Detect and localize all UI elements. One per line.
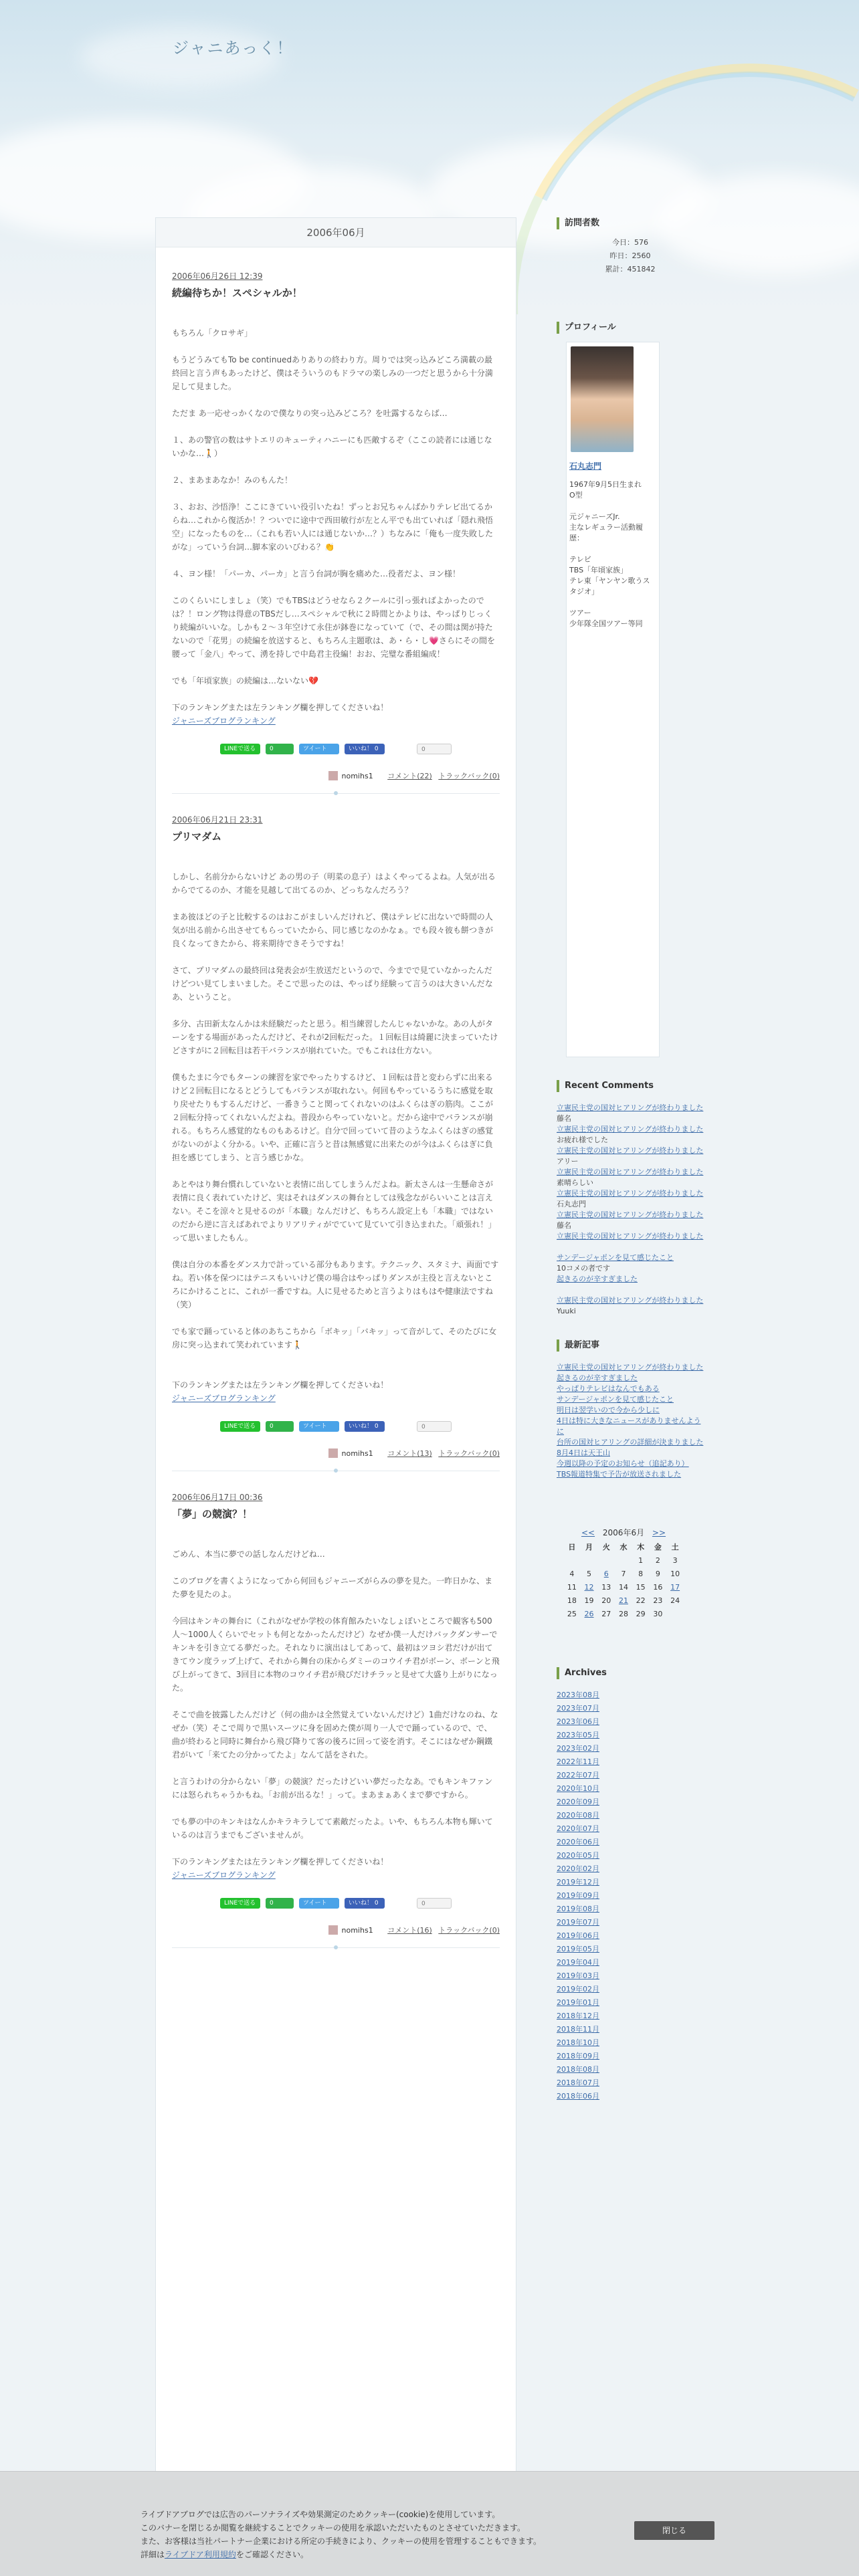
- profile-line: テレ東「ヤンヤン歌うス: [569, 576, 650, 585]
- profile-line: テレビ: [569, 555, 591, 564]
- archives-heading: Archives: [557, 1667, 704, 1679]
- archive-month-link[interactable]: 2019年05月: [557, 1945, 599, 1953]
- facebook-like-button[interactable]: いいね！ 0: [345, 1421, 385, 1432]
- entry-paragraph: まあ彼ほどの子と比較するのはおこがましいんだけれど、僕はテレビに出ないで時間の人気が出る前から出させてもらっていたから、同じ感じなのかなぁ。でも段々彼も餅つきが良くなってきたから、将来期待できそうですね！: [172, 912, 494, 948]
- calendar-prev-link[interactable]: <<: [581, 1528, 595, 1537]
- entry-paragraph: 僕もたまに今でもターンの練習を家でやったりするけど、１回転は昔と変わらずに出来るけど２回転目になるとどうしてもバランスが取れない。何回もやっているうちに感覚を取り戻せたりもするんだけど、一番きうこと関ってくれないのはふくらはぎの筋肉。ここが２回転分持ってくれないんだよね。普段からやっていないと。だから途中でバランスが崩れる。もちろん感覚的なものもあるけど。自分で回っていて昔のようなふくらはぎの感覚がないのがよく分かる。いや、正確に言うと昔は無感覚に出来たのが今はふくらはぎに負担を感じてしまう、と言う感じかな。: [172, 1073, 494, 1162]
- recent-posts-heading: 最新記事: [557, 1339, 704, 1352]
- archive-month-link[interactable]: 2018年06月: [557, 2092, 599, 2101]
- visit-counter: [557, 236, 704, 276]
- blog-entry: [156, 1491, 516, 1935]
- calendar-day: 1: [638, 1555, 644, 1565]
- calendar-day: 13: [601, 1582, 611, 1592]
- cookie-detail-suffix: をご確認ください。: [235, 2550, 308, 2559]
- archive-month-link[interactable]: 2019年08月: [557, 1905, 599, 1913]
- recent-comment-link[interactable]: サンデージャポンを見て感じたこと: [557, 1253, 674, 1262]
- profile-heading: プロフィール: [557, 322, 704, 334]
- visits-total: 累計：451842: [605, 265, 656, 274]
- entry-divider: [172, 793, 500, 794]
- cookie-detail-prefix: 詳細は: [140, 2550, 165, 2559]
- archive-month-link[interactable]: 2023年07月: [557, 1704, 599, 1713]
- recent-comment-author: Yuuki: [557, 1307, 576, 1315]
- archive-month-link[interactable]: 2023年02月: [557, 1744, 599, 1753]
- entry-paragraph: このブログを書くようになってから何回もジャニーズがらみの夢を見た。一昨日かな、また夢を見たのよ。: [172, 1576, 493, 1599]
- archive-month-link[interactable]: 2020年10月: [557, 1784, 599, 1793]
- entry-title: プリマダム: [172, 831, 222, 843]
- hatena-bookmark-button[interactable]: 0: [417, 1421, 452, 1432]
- profile-line: タジオ」: [569, 587, 599, 596]
- ranking-link[interactable]: ジャニーズブログランキング: [172, 1394, 276, 1403]
- share-buttons: [172, 1421, 500, 1433]
- calendar-weekday: 月: [585, 1543, 593, 1551]
- entry-paragraph: もうどうみてもTo be continuedありありの終わり方。周りでは突っ込みどころ満載の最終回と言う声もあったけど、僕はそういうのもドラマの楽しみの一つだと思うから十分満足して見ました。: [172, 355, 493, 391]
- recent-post-link[interactable]: 明日は翌学いので今から少しに: [557, 1406, 660, 1414]
- calendar-day: 11: [567, 1582, 577, 1592]
- profile-card: [566, 342, 660, 1057]
- calendar-weekday: 金: [654, 1543, 662, 1551]
- recent-post-link[interactable]: 8月4日は天王山: [557, 1448, 610, 1457]
- recent-post-link[interactable]: TBS報道特集で予告が放送されました: [557, 1470, 682, 1479]
- entry-paragraph: 僕は自分の本番をダンス力で計っている部分もあります。テクニック、スタミナ、両面ですね。若い体を保つにはテニスもいいけど僕の場合はやっぱりダンスが主役と言えないところにかけることに、これが一番ですね。人に見せるためと言うよりはもはや健康法ですね（笑）: [172, 1260, 499, 1309]
- user-avatar-icon: [328, 771, 338, 780]
- trackbacks-link[interactable]: トラックバック(0): [438, 1449, 500, 1458]
- entry-paragraph: ４、ヨン様！「パーカ、パーカ」と言う台詞が胸を痛めた…役者だよ、ヨン様！: [172, 569, 461, 578]
- cookie-line: また、お客様は当社パートナー企業における所定の手続きにより、クッキーの使用を管理することもできます。: [140, 2537, 542, 2546]
- recent-comment-link[interactable]: 起きるのが辛すぎました: [557, 1275, 638, 1283]
- archive-month-link[interactable]: 2022年11月: [557, 1757, 599, 1766]
- entry-paragraph: 下のランキングまたは左ランキング欄を押してくださいね！: [172, 1380, 389, 1390]
- recent-comment-author: お疲れ様でした: [557, 1136, 608, 1144]
- recent-comment-link[interactable]: 立憲民主党の国対ヒアリングが終わりました: [557, 1296, 704, 1305]
- recent-comment-link[interactable]: 立憲民主党の国対ヒアリングが終わりました: [557, 1146, 704, 1155]
- archive-month-link[interactable]: 2023年08月: [557, 1691, 599, 1699]
- cookie-text: [140, 2508, 541, 2561]
- entry-paragraph: でも夢の中のキンキはなんかキラキラしてて素敵だったよ。いや、もちろん本物も輝いているのは言うまでもございませんが。: [172, 1817, 493, 1840]
- recent-post-link[interactable]: 立憲民主党の国対ヒアリングが終わりました: [557, 1363, 704, 1372]
- comments-link[interactable]: コメント(16): [387, 1926, 432, 1935]
- calendar-day: 25: [567, 1609, 577, 1618]
- calendar-day: 23: [653, 1596, 663, 1605]
- blog-entry: [156, 814, 516, 1459]
- tweet-button[interactable]: ツイート: [299, 744, 339, 754]
- calendar-week: [563, 1580, 684, 1594]
- site-title[interactable]: ジャニあっく！: [173, 39, 294, 58]
- trackbacks-link[interactable]: トラックバック(0): [438, 1926, 500, 1935]
- calendar-day: 15: [636, 1582, 646, 1592]
- entry-meta: [172, 1925, 500, 1935]
- calendar-grid: [563, 1540, 684, 1620]
- entry-paragraph: このくらいにしましょ（笑）でもTBSはどうせなら２クールに引っ張ればよかったのでは？！ロング物は得意のTBSだし…スペシャルで秋に２時間とかよりは、やっぱりじっくり続編がいいな。しかも２～３年空けて永住が鉢巻になっていて（で、その間は関が持たないので「花男」の続編を放送すると、もちろん主題歌は、あ・ら・し💗さらにその間を腰って「金八」やって、湧を持しで中島君主役編！おお、完璧な番組編成！: [172, 596, 495, 659]
- entry-paragraph: ただま あ一応せっかくなので僕なりの突っ込みどころ？を吐露するならば…: [172, 409, 448, 418]
- calendar-week: [563, 1567, 684, 1580]
- visits-today: 今日：576: [612, 238, 648, 247]
- calendar-day: 27: [601, 1609, 611, 1618]
- archive-month-link[interactable]: 2020年07月: [557, 1824, 599, 1833]
- calendar-day: 28: [618, 1609, 628, 1618]
- entry-body: [172, 870, 500, 1405]
- cookie-consent-bar: [0, 2471, 859, 2576]
- calendar-day-link[interactable]: 21: [618, 1596, 628, 1605]
- main-content: [155, 217, 516, 2494]
- recent-comment-link[interactable]: 立憲民主党の国対ヒアリングが終わりました: [557, 1232, 704, 1241]
- recent-posts-list: [557, 1362, 704, 1480]
- entry-author: nomihs1: [341, 1449, 373, 1458]
- archive-month-link[interactable]: 2019年12月: [557, 1878, 599, 1887]
- share-buttons: [172, 1898, 500, 1910]
- entry-paragraph: でも家で踊っていると体のあちこちから「ボキッ」「バキッ」って音がして、そのたびに女房に突っ込まれて笑われています🚶: [172, 1327, 497, 1350]
- entry-paragraph: でも「年頃家族」の続編は…ないない💔: [172, 676, 318, 685]
- archive-month-link[interactable]: 2020年09月: [557, 1798, 599, 1806]
- hatena-bookmark-button[interactable]: 0: [417, 1898, 452, 1909]
- line-share-button[interactable]: LINEで送る: [220, 744, 260, 754]
- line-share-button[interactable]: LINEで送る: [220, 1421, 260, 1432]
- calendar-day: 5: [587, 1569, 592, 1578]
- calendar-day: 2: [655, 1555, 660, 1565]
- calendar-day: [615, 1553, 632, 1567]
- recent-comments-list: [557, 1103, 704, 1317]
- recent-comment-link[interactable]: 立憲民主党の国対ヒアリングが終わりました: [557, 1168, 704, 1176]
- entry-paragraph: 今回はキンキの舞台に（これがなぜか学校の体育館みたいなしょぼいところで観客も500人～1000人くらいでセットも何となかったんだけど）なぜか僕一人だけバックダンサーでキンキを引き立てる夢だった。それなりに演出はしてあって、最初はツヨシ君だけが出てきてウン度ラップ上げて、それから舞台の床からダミーのコウイチ君がボーン、ボーンと飛び上がってきて、3回目に本物のコウイチ君が飛びだけチラッと見せて大盛り上がりになった。: [172, 1616, 500, 1693]
- archives-list: [557, 1689, 704, 2103]
- ranking-link[interactable]: ジャニーズブログランキング: [172, 716, 276, 726]
- profile-photo[interactable]: [571, 346, 634, 452]
- entry-paragraph: と言うわけの分からない「夢」の競演？だったけどいい夢だったなあ。でもキンキファンには怒られちゃうかもね。「お前が出るな！」って。まあまぁあくまで夢ですから。: [172, 1777, 493, 1800]
- month-heading: 2006年06月: [156, 218, 516, 247]
- entry-body: [172, 1547, 500, 1882]
- entry-meta: [172, 1448, 500, 1459]
- facebook-like-button[interactable]: いいね！ 0: [345, 744, 385, 754]
- profile-line: 主なレギュラー活動履: [569, 523, 643, 532]
- entry-paragraph: ３、おお、沙悟浄！ここにきていい役引いたね！ずっとお兄ちゃんばかりテレビ出てるからね…これから復活か！？ついでに途中で西田敏行が左とん平でも出ていれば「隠れ飛悟空」になったものを…（これも若い人には通じないか…？）ちなみに「俺も一度失敗したがな」っていう台詞…脚本家のいびわる？👏: [172, 502, 494, 552]
- chat-share-button[interactable]: 0: [266, 1421, 294, 1432]
- archive-month-link[interactable]: 2019年01月: [557, 1998, 599, 2007]
- calendar-day: 30: [653, 1609, 663, 1618]
- entry-paragraph: しかし、名前分からないけど あの男の子（明菜の息子）はよくやってるよね。人気が出るからでてるのか、才能を見越して出てるのか、どっちなんだろう？: [172, 872, 496, 895]
- archive-month-link[interactable]: 2020年02月: [557, 1864, 599, 1873]
- calendar-weekday: 土: [671, 1543, 679, 1551]
- tweet-button[interactable]: ツイート: [299, 1898, 339, 1909]
- cookie-detail-line: [140, 2548, 541, 2561]
- entry-paragraph: 下のランキングまたは左ランキング欄を押してくださいね！: [172, 703, 389, 712]
- recent-comment-author: 石丸志門: [557, 1200, 586, 1208]
- archive-month-link[interactable]: 2022年07月: [557, 1771, 599, 1780]
- archive-month-link[interactable]: 2023年05月: [557, 1731, 599, 1739]
- chat-share-button[interactable]: 0: [266, 1898, 294, 1909]
- recent-comment-link[interactable]: 立憲民主党の国対ヒアリングが終わりました: [557, 1189, 704, 1198]
- calendar-week: [563, 1607, 684, 1620]
- blog-entry: [156, 270, 516, 781]
- tweet-button[interactable]: ツイート: [299, 1421, 339, 1432]
- entry-paragraph: ２、まあまあなか！みのもんた！: [172, 475, 293, 485]
- ranking-link[interactable]: ジャニーズブログランキング: [172, 1870, 276, 1880]
- calendar-day: 18: [567, 1596, 577, 1605]
- profile-line: O型: [569, 491, 583, 500]
- recent-comment-link[interactable]: 立憲民主党の国対ヒアリングが終わりました: [557, 1125, 704, 1134]
- cookie-close-button[interactable]: 閉じる: [634, 2521, 714, 2540]
- calendar: [557, 1527, 690, 1620]
- share-buttons: [172, 744, 500, 756]
- recent-comments-heading: Recent Comments: [557, 1080, 704, 1092]
- entry-paragraph: 多分、古田新太なんかは未経験だったと思う。相当練習したんじゃないかな。あの人がターンをする場面があったんだけど、それが2回転だった。１回転目は綺麗に決まっていたけどさすがに２回転目は若干バランスが崩れていた。でもこれは仕方ない。: [172, 1019, 498, 1055]
- archive-month-link[interactable]: 2018年07月: [557, 2078, 599, 2087]
- archive-month-link[interactable]: 2019年03月: [557, 1971, 599, 1980]
- entry-meta: [172, 770, 500, 781]
- calendar-day: [666, 1607, 684, 1620]
- calendar-day: 4: [569, 1569, 575, 1578]
- calendar-day: 29: [636, 1609, 646, 1618]
- sidebar: [557, 217, 704, 2103]
- entry-paragraph: さて、プリマダムの最終回は発表会が生放送だというので、今までで見ていなかったんだけどつい見てしまいました。そこで思ったのは、やっぱり経験って言うのは大きいんだなあ、ということ。: [172, 966, 493, 1002]
- entry-paragraph: もちろん「クロサギ」: [172, 328, 253, 338]
- archive-month-link[interactable]: 2018年10月: [557, 2038, 599, 2047]
- profile-text: [569, 479, 656, 629]
- archive-month-link[interactable]: 2023年06月: [557, 1717, 599, 1726]
- archive-month-link[interactable]: 2018年09月: [557, 2052, 599, 2060]
- calendar-day: 24: [670, 1596, 680, 1605]
- visits-heading: 訪問者数: [557, 217, 704, 229]
- calendar-day: 3: [672, 1555, 678, 1565]
- calendar-day-link[interactable]: 6: [603, 1569, 609, 1578]
- archive-month-link[interactable]: 2020年08月: [557, 1811, 599, 1820]
- calendar-weekday: 水: [619, 1543, 628, 1551]
- calendar-day: 19: [584, 1596, 594, 1605]
- recent-comment-author: 藤名: [557, 1221, 571, 1230]
- calendar-day: 7: [621, 1569, 626, 1578]
- archive-month-link[interactable]: 2019年02月: [557, 1985, 599, 1994]
- user-avatar-icon: [328, 1448, 338, 1458]
- archive-month-link[interactable]: 2018年11月: [557, 2025, 599, 2034]
- calendar-day: 22: [636, 1596, 646, 1605]
- archive-month-link[interactable]: 2018年08月: [557, 2065, 599, 2074]
- recent-post-link[interactable]: やっぱりテレビはなんでもある: [557, 1384, 660, 1393]
- calendar-week: [563, 1594, 684, 1607]
- profile-line: 1967年9月5日生まれ: [569, 480, 642, 489]
- entry-author: nomihs1: [341, 772, 373, 780]
- archive-month-link[interactable]: 2019年04月: [557, 1958, 599, 1967]
- profile-line: 少年隊全国ツアー等同: [569, 619, 643, 628]
- recent-comment-link[interactable]: 立憲民主党の国対ヒアリングが終わりました: [557, 1210, 704, 1219]
- calendar-title: 2006年6月: [602, 1528, 645, 1537]
- cookie-line: このバナーを閉じるか閲覧を継続することでクッキーの使用を承認いただいたものとさせていただきます。: [140, 2523, 526, 2533]
- entry-paragraph: 下のランキングまたは左ランキング欄を押してくださいね！: [172, 1857, 389, 1866]
- terms-link[interactable]: ライブドア利用規約: [165, 2550, 236, 2559]
- calendar-day: [563, 1553, 581, 1567]
- calendar-day-link[interactable]: 17: [670, 1582, 680, 1592]
- entry-divider: [172, 1947, 500, 1948]
- recent-comment-link[interactable]: 立憲民主党の国対ヒアリングが終わりました: [557, 1103, 704, 1112]
- facebook-like-button[interactable]: いいね！ 0: [345, 1898, 385, 1909]
- calendar-day: 10: [670, 1569, 680, 1578]
- visits-yesterday: 昨日：2560: [609, 251, 651, 260]
- entry-paragraph: ごめん、本当に夢での話しなんだけどね…: [172, 1549, 325, 1559]
- recent-comment-author: 藤名: [557, 1114, 571, 1123]
- trackbacks-link[interactable]: トラックバック(0): [438, 772, 500, 780]
- recent-comment-author: アリー: [557, 1157, 579, 1166]
- calendar-day: 20: [601, 1596, 611, 1605]
- recent-comment-author: 10コメの者です: [557, 1264, 610, 1273]
- comments-link[interactable]: コメント(13): [387, 1449, 432, 1458]
- comments-link[interactable]: コメント(22): [387, 772, 432, 780]
- calendar-next-link[interactable]: >>: [652, 1528, 666, 1537]
- archive-month-link[interactable]: 2020年05月: [557, 1851, 599, 1860]
- entry-paragraph: そこで曲を披露したんだけど（何の曲かは全然覚えていないんだけど）1曲だけなのね、なぜか（笑）そこで周りで黒いスーツに身を固めた僕が周り一人でで踊っているので、で、曲が終わると同時に舞台から飛び降りて客の後ろに回って姿を消す。そこにはなぜか鋼鐵君がいて「来てたの分かってたよ」なんて話をされた。: [172, 1710, 498, 1759]
- archive-month-link[interactable]: 2020年06月: [557, 1838, 599, 1846]
- calendar-weekday: 日: [568, 1543, 576, 1551]
- recent-post-link[interactable]: 今週以降の予定のお知らせ（追記あり）: [557, 1459, 689, 1468]
- profile-line: TBS「年頃家族」: [569, 566, 628, 574]
- calendar-weekday: 木: [637, 1543, 645, 1551]
- calendar-day-link[interactable]: 12: [584, 1582, 594, 1592]
- calendar-header: [557, 1527, 690, 1540]
- archive-month-link[interactable]: 2019年07月: [557, 1918, 599, 1927]
- calendar-day: [581, 1553, 598, 1567]
- entry-date[interactable]: 2006年06月26日 12:39: [172, 272, 263, 281]
- calendar-day: 16: [653, 1582, 663, 1592]
- line-share-button[interactable]: LINEで送る: [220, 1898, 260, 1909]
- recent-post-link[interactable]: 起きるのが辛すぎました: [557, 1374, 638, 1382]
- entry-title: 続編待ちか！スペシャルか！: [172, 287, 302, 299]
- entry-title: 「夢」の競演？！: [172, 1508, 253, 1520]
- hatena-bookmark-button[interactable]: 0: [417, 744, 452, 754]
- chat-share-button[interactable]: 0: [266, 744, 294, 754]
- calendar-weekday: 火: [602, 1543, 610, 1551]
- recent-post-link[interactable]: サンデージャポンを見て感じたこと: [557, 1395, 674, 1404]
- calendar-day: 14: [618, 1582, 628, 1592]
- entry-date[interactable]: 2006年06月17日 00:36: [172, 1493, 263, 1502]
- entry-author: nomihs1: [341, 1926, 373, 1935]
- calendar-day: 9: [655, 1569, 660, 1578]
- archive-month-link[interactable]: 2019年06月: [557, 1931, 599, 1940]
- profile-line: 元ジャニーズJr.: [569, 512, 620, 521]
- archive-month-link[interactable]: 2018年12月: [557, 2012, 599, 2020]
- recent-post-link[interactable]: 台所の国対ヒアリングの詳細が決まりました: [557, 1438, 704, 1446]
- user-avatar-icon: [328, 1925, 338, 1935]
- calendar-day: [597, 1553, 615, 1567]
- calendar-day-link[interactable]: 26: [584, 1609, 594, 1618]
- profile-name-link[interactable]: 石丸志門: [569, 461, 602, 471]
- entry-body: [172, 326, 500, 728]
- profile-line: ツアー: [569, 609, 591, 617]
- archive-month-link[interactable]: 2019年09月: [557, 1891, 599, 1900]
- entry-paragraph: あとやはり舞台慣れしていないと表情に出してしまうんだよね。新太さんは一生懸命さが表情に良く表れていたけど、実はそれはダンスの舞台としては残念ながらいいことは言えない。そこを涼々と見せるのが「本職」なんだけど、もちろん設定上も「本職」ではないのだから逆に言えばあれでよりリアリティがでていて見ていて引き込まれた。「頑張れ！」って思いましたもん。: [172, 1180, 496, 1243]
- recent-comment-author: 素晴らしい: [557, 1178, 593, 1187]
- calendar-week: [563, 1553, 684, 1567]
- cookie-line: ライブドアブログでは広告のパーソナライズや効果測定のためクッキー(cookie)を使用しています。: [140, 2510, 500, 2519]
- profile-line: 歴：: [569, 534, 584, 542]
- calendar-day: 8: [638, 1569, 644, 1578]
- entry-paragraph: １、あの警官の数はサトエリのキューティハニーにも匹敵するぞ（ここの読者には通じないかな…🚶）: [172, 435, 492, 458]
- recent-post-link[interactable]: 4日は特に大きなニュースがありませんように: [557, 1416, 701, 1436]
- entry-date[interactable]: 2006年06月21日 23:31: [172, 815, 263, 825]
